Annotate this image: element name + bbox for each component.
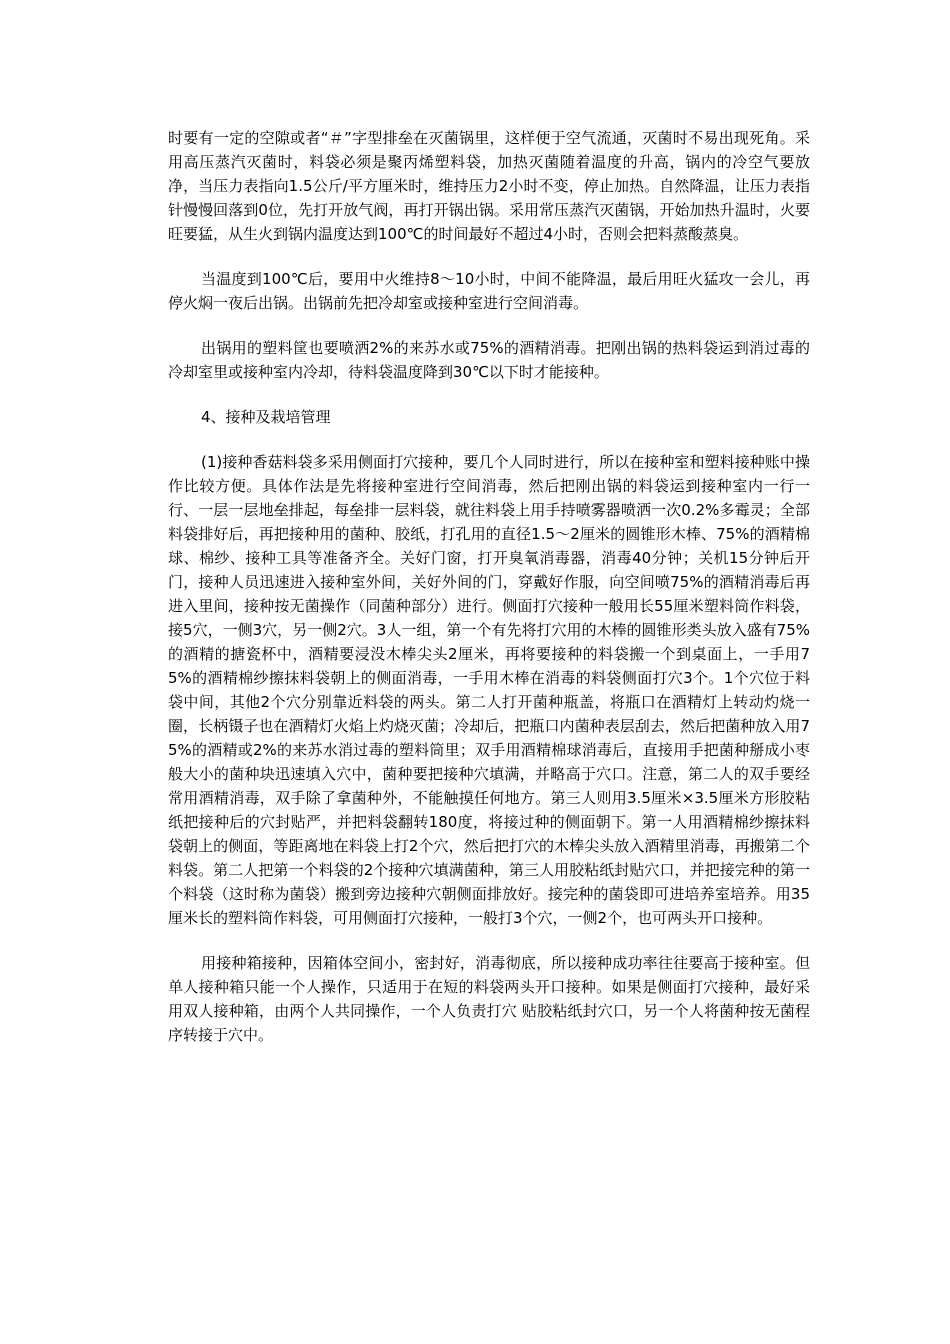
section-heading: 4、接种及栽培管理 xyxy=(201,408,331,426)
paragraph-heating: 当温度到100℃后，要用中火维持8～10小时，中间不能降温，最后用旺火猛攻一会儿，再停火焖一夜后出锅。出锅前先把冷却室或接种室进行空间消毒。 xyxy=(168,270,810,312)
paragraph-gap xyxy=(168,315,810,336)
paragraph-inoculation: (1)接种香菇料袋多采用侧面打穴接种，要几个人同时进行，所以在接种室和塑料接种账中操作比较方便。具体作法是先将接种室进行空间消毒，然后把刚出锅的料袋运到接种室内一行一行、一层一层地垒排起，每垒排一层料袋，就往料袋上用手持喷雾器喷洒一次0.2%多霉灵；全部料袋排好后，再把接种用的菌种、胶纸，打孔用的直径1.5～2厘米的圆锥形木棒、75%的酒精棉球、棉纱、接种工具等准备齐全。关好门窗，打开臭氧消毒器，消毒40分钟；关机15分钟后开门，接种人员迅速进入接种室外间，关好外间的门，穿戴好作服，向空间喷75%的酒精消毒后再进入里间，接种按无菌操作（同菌种部分）进行。侧面打穴接种一般用长55厘米塑料筒作料袋，接5穴，一侧3穴，另一侧2穴。3人一组，第一个有先将打穴用的木棒的圆锥形类头放入盛有75%的酒精的搪瓷杯中，酒精要浸没木棒尖头2厘米，再将要接种的料袋搬一个到桌面上，一手用75%的酒精棉纱擦抹料袋朝上的侧面消毒，一手用木棒在消毒的料袋侧面打穴3个。1个穴位于料袋中间，其他2个穴分别靠近料袋的两头。第二人打开菌种瓶盖，将瓶口在酒精灯上转动灼烧一圈，长柄镊子也在酒精灯火焰上灼烧灭菌；冷却后，把瓶口内菌种表层刮去，然后把菌种放入用75%的酒精或2%的来苏水消过毒的塑料筒里；双手用酒精棉球消毒后，直接用手把菌种掰成小枣般大小的菌种块迅速填入穴中，菌种要把接种穴填满，并略高于穴口。注意，第二人的双手要经常用酒精消毒，双手除了拿菌种外，不能触摸任何地方。第三人则用3.5厘米×3.5厘米方形胶粘纸把接种后的穴封贴严，并把料袋翻转180度，将接过种的侧面朝下。第一人用酒精棉纱擦抹料袋朝上的侧面，等距离地在料袋上打2个穴，然后把打穴的木棒尖头放入酒精里消毒，再搬第二个料袋。第二人把第一个料袋的2个接种穴填满菌种，第三人用胶粘纸封贴穴口，并把接完种的第一个料袋（这时称为菌袋）搬到旁边接种穴朝侧面排放好。接完种的菌袋即可进培养室培养。用35厘米长的塑料筒作料袋，可用侧面打穴接种，一般打3个穴，一侧2个，也可两头开口接种。 xyxy=(168,453,810,927)
paragraph-gap xyxy=(168,930,810,951)
paragraph-gap xyxy=(168,429,810,450)
paragraph-cooling: 出锅用的塑料筐也要喷洒2%的来苏水或75%的酒精消毒。把刚出锅的热料袋运到消过毒的冷却室里或接种室内冷却，待料袋温度降到30℃以下时才能接种。 xyxy=(168,339,810,381)
paragraph-sterilization: 时要有一定的空隙或者“＃”字型排垒在灭菌锅里，这样便于空气流通，灭菌时不易出现死角。采用高压蒸汽灭菌时，料袋必须是聚丙烯塑料袋，加热灭菌随着温度的升高，锅内的冷空气要放净，当压力表指向1.5公斤/平方厘米时，维持压力2小时不变，停止加热。自然降温，让压力表指针慢慢回落到0位，先打开放气阀，再打开锅出锅。采用常压蒸汽灭菌锅，开始加热升温时，火要旺要猛，从生火到锅内温度达到100℃的时间最好不超过4小时，否则会把料蒸酸蒸臭。 xyxy=(168,129,810,243)
paragraph-gap xyxy=(168,384,810,405)
paragraph-gap xyxy=(168,246,810,267)
paragraph-inoculation-box: 用接种箱接种，因箱体空间小，密封好，消毒彻底，所以接种成功率往往要高于接种室。但单人接种箱只能一个人操作，只适用于在短的料袋两头开口接种。如果是侧面打穴接种，最好采用双人接种箱，由两个人共同操作，一个人负责打穴 贴胶粘纸封穴口，另一个人将菌种按无菌程序转接于穴中。 xyxy=(168,954,810,1044)
document-page xyxy=(168,126,810,1047)
